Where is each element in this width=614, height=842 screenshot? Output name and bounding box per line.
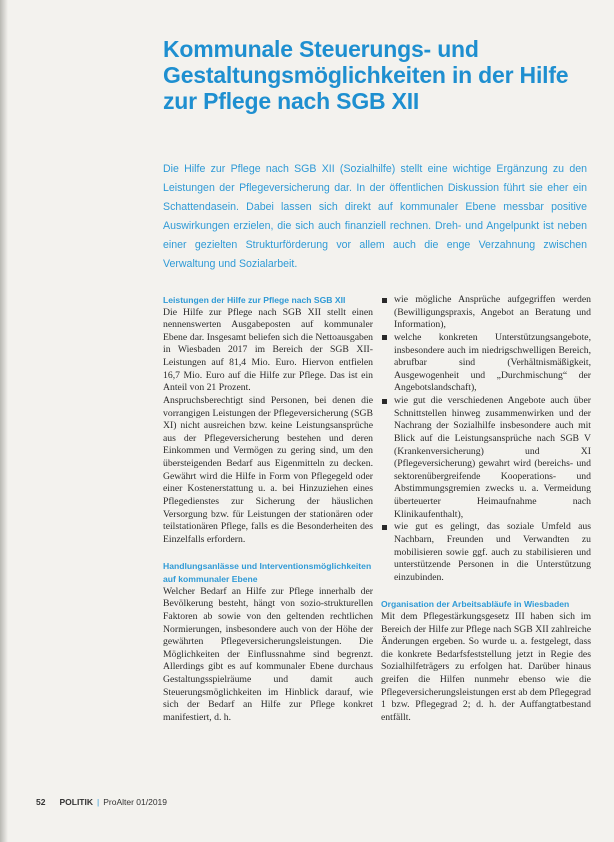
footer-publication: ProAlter 01/2019 bbox=[103, 797, 168, 807]
list-item: wie mögliche Ansprüche aufgegriffen werden (Bewilligungspraxis, Angebot an Beratung und Information), bbox=[381, 294, 591, 332]
bullet-square-icon bbox=[382, 399, 387, 404]
section-heading-handlungsanlaesse: Handlungsanlässe und Interventionsmöglichkeiten auf kommunaler Ebene bbox=[163, 561, 372, 585]
list-item: wie gut es gelingt, das soziale Umfeld aus Nachbarn, Freunden und Verwandten zu mobilisieren sowie ggf. auch zu stabilisieren und unterstützende Personen in die Unterstützung einzubinden. bbox=[381, 521, 591, 584]
paragraph: Anspruchsberechtigt sind Personen, bei denen die vorrangigen Leistungen der Pflegeversicherung (SGB XI) nicht ausreichen bzw. keine Leistungsansprüche aus der Pflegeversicherung bestehen und deren Einkommen und Vermögen zu gering sind, um den übersteigenden Bedarf aus Eigenmitteln zu decken. Gewährt wird die Hilfe in Form von Pflegegeld oder einer Kostenerstattung u. a. bei Hinzuziehen eines Pflegedienstes zur Sicherung der häuslichen Versorgung bzw. für Leistungen der stationären oder teilstationären Pflege, falls es die Besonderheiten des Einzelfalls erfordern. bbox=[163, 394, 373, 545]
page-fold-shadow bbox=[0, 0, 8, 842]
bullet-list bbox=[381, 294, 591, 584]
paragraph: Die Hilfe zur Pflege nach SGB XII stellt einen nennenswerten Ausgabeposten auf kommunaler Ebene dar. Insgesamt beliefen sich die Nettoausgaben in Wiesbaden 2017 im Bereich der SGB XII-Leistungen auf 81,4 Mio. Euro. Hiervon entfielen 16,7 Mio. Euro auf die Hilfe zur Pflege. Das ist ein Anteil von 21 Prozent. bbox=[163, 306, 373, 394]
section-heading-leistungen: Leistungen der Hilfe zur Pflege nach SGB XII bbox=[163, 295, 346, 305]
article-title: Kommunale Steuerungs- und Gestaltungsmöglichkeiten in der Hilfe zur Pflege nach SGB XII bbox=[163, 36, 569, 114]
article-lead: Die Hilfe zur Pflege nach SGB XII (Sozialhilfe) stellt eine wichtige Ergänzung zu den Leistungen der Pflegeversicherung dar. In der öffentlichen Diskussion führt sie eher ein Schattendasein. Dabei lassen sich direkt auf kommunaler Ebene messbar positive Auswirkungen erzielen, die sich auch finanziell rechnen. Dreh- und Angelpunkt ist neben einer gezielten Strukturförderung vor allem auch die enge Verzahnung zwischen Verwaltung und Sozialarbeit. bbox=[163, 163, 587, 270]
right-column bbox=[381, 294, 591, 725]
bullet-square-icon bbox=[382, 298, 387, 303]
paragraph: Welcher Bedarf an Hilfe zur Pflege innerhalb der Bevölkerung besteht, hängt von sozio-strukturellen Faktoren ab sowie von den geltenden rechtlichen Normierungen, insbesondere auch von der Höhe der gewährten Pflegeversicherungsleistungen. Die Möglichkeiten der Einflussnahme sind begrenzt. Allerdings gibt es auf kommunaler Ebene durchaus Gestaltungsspielräume und damit auch Steuerungsmöglichkeiten im Hinblick darauf, wie sich der Bedarf an Hilfe zur Pflege konkret manifestiert, d. h. bbox=[163, 585, 373, 723]
section-heading-organisation: Organisation der Arbeitsabläufe in Wiesbaden bbox=[381, 599, 570, 610]
bullet-square-icon bbox=[382, 335, 387, 340]
list-item: wie gut die verschiedenen Angebote auch über Schnittstellen hinweg zusammenwirken und der Nachrang der Sozialhilfe insbesondere auch mit Blick auf die Leistungsansprüche nach SGB V (Krankenversicherung) und XI (Pflegeversicherung) gewahrt wird (bereichs- und sektorenübergreifende Kooperations- und Abstimmungsgremien zwecks u. a. Vermeidung überteuerter Heimaufnahme nach Klinikaufenthalt), bbox=[381, 395, 591, 521]
left-column bbox=[163, 294, 373, 725]
paragraph: Mit dem Pflegestärkungsgesetz III haben sich im Bereich der Hilfe zur Pflege nach SGB XII zahlreiche Änderungen ergeben. So wurde u. a. festgelegt, dass die konkrete Bedarfsfeststellung jetzt in Regie des Sozialhilfeträgers zu erfolgen hat. Darüber hinaus greifen die Hilfen nunmehr ebenso wie die Pflegeversicherungsleistungen erst ab dem Pflegegrad 1 bzw. Pflegegrad 2; d. h. der Auffangtatbestand entfällt. bbox=[381, 610, 591, 723]
footer-separator: | bbox=[97, 797, 100, 807]
page-footer bbox=[36, 797, 167, 807]
list-item: welche konkreten Unterstützungsangebote, insbesondere auch im niedrigschwelligen Bereich, abrufbar sind (Verhältnismäßigkeit, Ausgewogenheit und „Durchmischung“ der Angebotslandschaft), bbox=[381, 332, 591, 395]
bullet-square-icon bbox=[382, 525, 387, 530]
footer-section: POLITIK bbox=[59, 797, 93, 807]
page-number: 52 bbox=[36, 797, 46, 807]
